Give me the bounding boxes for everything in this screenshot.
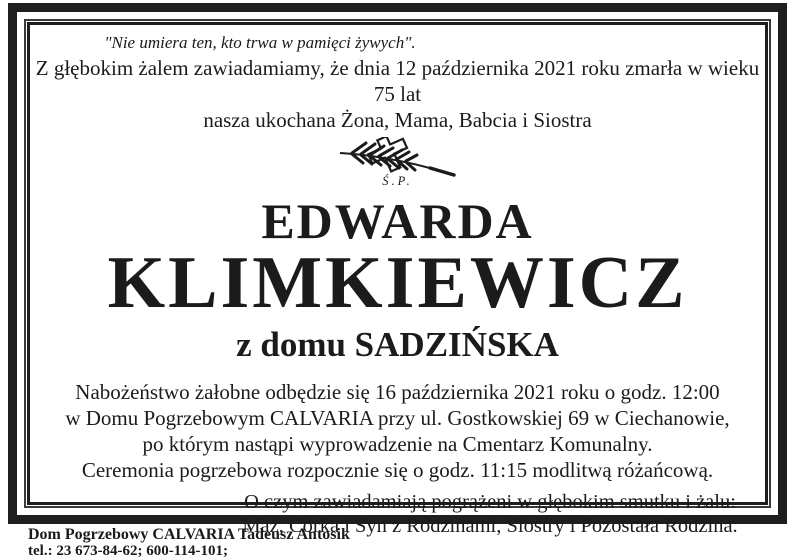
intro-line-2: nasza ukochana Żona, Mama, Babcia i Siostra [203,108,592,132]
maiden-name: z domu SADZIŃSKA [236,325,559,364]
funeral-home-footer [28,526,350,559]
closing-line-2: Mąż, Córka i Syn z Rodzinami, Siostry i Pozostała Rodzina. [242,515,738,537]
deceased-first-name: EDWARDA [261,193,534,249]
details-line-4: Ceremonia pogrzebowa rozpocznie się o godz. 11:15 modlitwą różańcową. [81,458,714,482]
funeral-home-phone: tel.: 23 673-84-62; 600-114-101; [28,543,228,559]
memorial-quote: "Nie umiera ten, kto trwa w pamięci żywych". [104,33,416,52]
funeral-details [30,379,765,483]
details-line-1: Nabożeństwo żałobne odbędzie się 16 października 2021 roku o godz. 12:00 [75,380,720,404]
cross-with-palm-branch-icon [30,137,765,193]
funeral-home-name: Dom Pogrzebowy CALVARIA Tadeusz Antosik [28,526,350,543]
sp-abbreviation: Ś.P. [382,174,413,188]
intro-text [30,55,765,133]
details-line-3: po którym nastąpi wyprowadzenie na Cmentarz Komunalny. [142,432,653,456]
deceased-last-name: KLIMKIEWICZ [107,242,688,324]
intro-line-1: Z głębokim żalem zawiadamiamy, że dnia 12 października 2021 roku zmarła w wieku 75 lat [35,56,760,106]
closing-line-1: O czym zawiadamiają pogrążeni w głębokim smutku i żalu: [244,491,736,513]
details-line-2: w Domu Pogrzebowym CALVARIA przy ul. Gostkowskiej 69 w Ciechanowie, [65,406,730,430]
